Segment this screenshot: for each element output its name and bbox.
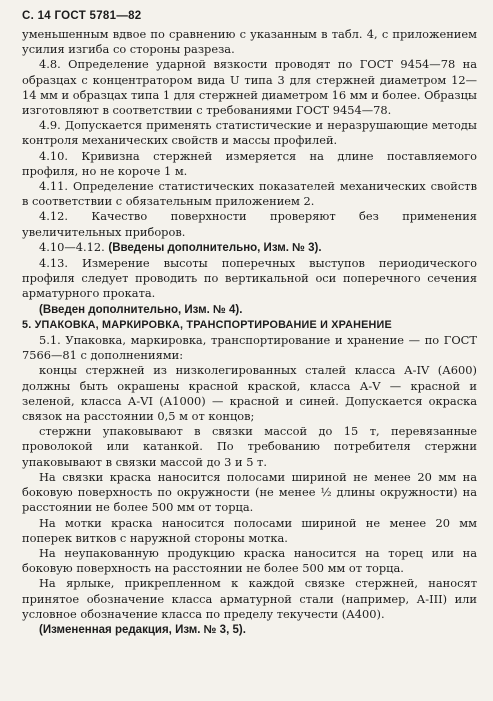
- paragraph: [22, 57, 477, 118]
- section-heading: 5. УПАКОВКА, МАРКИРОВКА, ТРАНСПОРТИРОВАНИЕ И ХРАНЕНИЕ: [22, 318, 392, 331]
- paragraph: [22, 118, 477, 148]
- amendment-reference: (Введены дополнительно, Изм. № 3).: [108, 241, 322, 254]
- amendment-note: [22, 622, 477, 638]
- paragraph: [22, 516, 477, 546]
- paragraph: [22, 179, 477, 209]
- document-body: [22, 27, 477, 638]
- paragraph-text: 4.11. Определение статистических показателей механических свойств в соответствии с обязательным приложением 2.: [22, 179, 477, 209]
- paragraph: [22, 470, 477, 516]
- paragraph-text: На неупакованную продукцию краска наносится на торец или на боковую поверхность на расстоянии не более 500 мм от торца.: [22, 545, 477, 576]
- paragraph: [22, 256, 477, 302]
- paragraph-text: 4.10. Кривизна стержней измеряется на длине поставляемого профиля, но не короче 1 м.: [22, 148, 477, 178]
- paragraph-text: На мотки краска наносится полосами шириной не менее 20 мм поперек витков с наружной стороны мотка.: [22, 515, 477, 545]
- paragraph-text: стержни упаковывают в связки массой до 15 т, перевязанные проволокой или катанкой. По требованию потребителя стержни упаковывают в связки массой до 3 и 5 т.: [22, 424, 477, 469]
- paragraph: [22, 424, 477, 470]
- paragraph: [22, 576, 477, 622]
- paragraph: [22, 240, 477, 256]
- paragraph-text: концы стержней из низколегированных сталей класса А-IV (А600) должны быть окрашены красной краской, класса А-V — красной и зеленой, класса А-VI (А1000) — красной и синей. Допускается окраска связок на расстоянии 0,5 м от концов;: [22, 363, 477, 424]
- paragraph-text: уменьшенным вдвое по сравнению с указанным в табл. 4, с приложением усилия изгиба со стороны разреза.: [22, 27, 477, 57]
- paragraph: [22, 149, 477, 179]
- amendment-reference: (Измененная редакция, Изм. № 3, 5).: [39, 623, 246, 636]
- amendment-note: [22, 302, 477, 318]
- running-head: С. 14 ГОСТ 5781—82: [22, 10, 142, 22]
- paragraph-text: 4.13. Измерение высоты поперечных выступов периодического профиля следует проводить по вертикальной оси поперечного сечения арматурного проката.: [22, 256, 477, 301]
- paragraph-text: 4.12. Качество поверхности проверяют без применения увеличительных приборов.: [22, 209, 477, 239]
- paragraph-text: 5.1. Упаковка, маркировка, транспортирование и хранение — по ГОСТ 7566—81 с дополнениями:: [22, 333, 477, 363]
- paragraph: [22, 333, 477, 363]
- paragraph-text: 4.9. Допускается применять статистические и неразрушающие методы контроля механических свойств и массы профилей.: [22, 118, 477, 148]
- paragraph: [22, 363, 477, 424]
- paragraph: [22, 209, 477, 239]
- paragraph-text: На связки краска наносится полосами шириной не менее 20 мм на боковую поверхность по окружности (не менее ½ длины окружности) на расстоянии не более 500 мм от торца.: [22, 469, 477, 515]
- paragraph: [22, 546, 477, 576]
- amendment-reference: (Введен дополнительно, Изм. № 4).: [39, 303, 243, 316]
- paragraph-text: 4.8. Определение ударной вязкости проводят по ГОСТ 9454—78 на образцах с концентратором вида U типа 3 для стержней диаметром 12—14 мм и образцах типа 1 для стержней диаметром 16 мм и более. Образцы изготовляют в соответствии с требованиями ГОСТ 9454—78.: [22, 57, 477, 118]
- paragraph-text: 4.10—4.12.: [39, 239, 109, 254]
- paragraph: [22, 27, 477, 57]
- paragraph-text: На ярлыке, прикрепленном к каждой связке стержней, наносят принятое обозначение класса арматурной стали (например, А-III) или условное обозначение класса по пределу текучести (А400).: [22, 576, 477, 621]
